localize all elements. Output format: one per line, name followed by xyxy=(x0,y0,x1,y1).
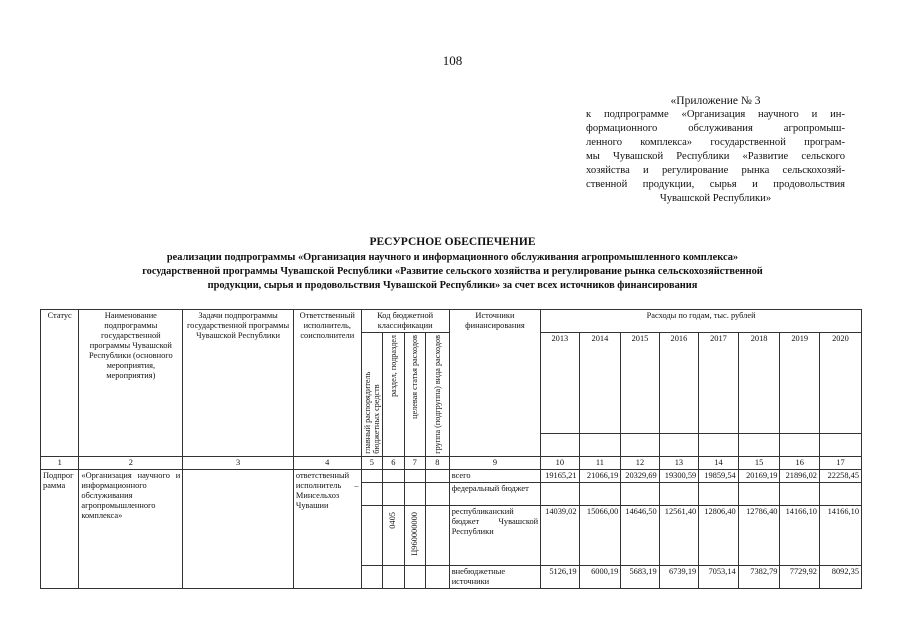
code-section-cell xyxy=(383,505,404,565)
column-number: 7 xyxy=(404,456,425,469)
column-number: 4 xyxy=(293,456,361,469)
value-cell xyxy=(621,482,659,505)
value-cell: 14166,10 xyxy=(819,505,861,565)
column-number: 11 xyxy=(579,456,621,469)
column-number: 2 xyxy=(79,456,183,469)
header-code-section: раздел, подраздел xyxy=(388,335,398,397)
value-cell xyxy=(579,482,621,505)
value-cell: 21896,02 xyxy=(780,469,820,482)
document-title: РЕСУРСНОЕ ОБЕСПЕЧЕНИЕ xyxy=(369,236,536,248)
row-responsible: ответственный исполнитель – Минсельхоз Чувашии xyxy=(293,469,361,588)
value-cell xyxy=(699,482,739,505)
header-code-sub xyxy=(404,333,425,457)
code-target-cell xyxy=(404,505,425,565)
column-number: 10 xyxy=(541,456,579,469)
header-row xyxy=(41,310,862,333)
value-cell: 15066,00 xyxy=(579,505,621,565)
header-year: 2020 xyxy=(819,333,861,434)
column-number: 17 xyxy=(819,456,861,469)
appendix-title: «Приложение № 3 xyxy=(670,95,761,107)
value-cell: 19300,59 xyxy=(659,469,699,482)
value-cell: 12806,40 xyxy=(699,505,739,565)
subtitle-line: государственной программы Чувашской Республики «Развитие сельского хозяйства и регулирование рынка сельскохозяйственной xyxy=(142,265,763,277)
value-cell xyxy=(738,482,780,505)
code-target: Ц960000000 xyxy=(409,511,419,556)
header-year: 2019 xyxy=(780,333,820,434)
value-cell xyxy=(541,482,579,505)
resource-table xyxy=(40,309,862,589)
header-year: 2018 xyxy=(738,333,780,434)
value-cell: 6739,19 xyxy=(659,565,699,588)
column-number: 13 xyxy=(659,456,699,469)
header-responsible: Ответственный исполнитель, соисполнители xyxy=(293,310,361,457)
column-number: 6 xyxy=(383,456,404,469)
header-status: Статус xyxy=(41,310,79,457)
column-number: 14 xyxy=(699,456,739,469)
appendix-line: ленного комплекса» государственной програм- xyxy=(586,137,845,148)
appendix-line: Чувашской Республики» xyxy=(659,193,772,204)
value-cell: 5683,19 xyxy=(621,565,659,588)
value-cell: 5126,19 xyxy=(541,565,579,588)
source-label: внебюджетные источники xyxy=(449,565,540,588)
header-year: 2013 xyxy=(541,333,579,434)
column-number: 16 xyxy=(780,456,820,469)
value-cell: 22258,45 xyxy=(819,469,861,482)
value-cell xyxy=(780,482,820,505)
value-cell: 12786,40 xyxy=(738,505,780,565)
value-cell: 14646,50 xyxy=(621,505,659,565)
header-code-chief: главный распорядитель бюджетных средств xyxy=(362,371,381,454)
value-cell: 12561,40 xyxy=(659,505,699,565)
appendix-line: формационного обслуживания агропромыш- xyxy=(586,123,845,134)
subtitle-line: продукции, сырья и продовольствия Чувашской Республики» за счет всех источников финансирования xyxy=(207,279,698,291)
source-label: республиканский бюджет Чувашской Республики xyxy=(449,505,540,565)
value-cell xyxy=(659,482,699,505)
column-number: 8 xyxy=(425,456,449,469)
appendix-line: к подпрограмме «Организация научного и ин- xyxy=(586,109,845,120)
row-status: Подпрограмма xyxy=(41,469,79,588)
column-number: 9 xyxy=(449,456,540,469)
value-cell: 14166,10 xyxy=(780,505,820,565)
header-code-sub xyxy=(425,333,449,457)
header-name: Наименование подпрограммы государственной программы Чувашской Республики (основного мероприятия, мероприятия) xyxy=(79,310,183,457)
source-label: федеральный бюджет xyxy=(449,482,540,505)
document-subtitle xyxy=(20,251,885,292)
value-cell: 8092,35 xyxy=(819,565,861,588)
value-cell: 19859,54 xyxy=(699,469,739,482)
appendix-line: мы Чувашской Республики «Развитие сельского xyxy=(586,151,845,162)
appendix-line: хозяйства и регулирование рынка сельскохозяй- xyxy=(586,165,845,176)
column-number: 1 xyxy=(41,456,79,469)
header-expenses: Расходы по годам, тыс. рублей xyxy=(541,310,862,333)
row-name: «Организация научного и информационного обслуживания агропромышленного комплекса» xyxy=(79,469,183,588)
header-code-sub xyxy=(383,333,404,457)
value-cell: 20169,19 xyxy=(738,469,780,482)
column-number: 3 xyxy=(183,456,294,469)
appendix-line: ственной продукции, сырья и продовольствия xyxy=(586,179,845,190)
value-cell: 7729,92 xyxy=(780,565,820,588)
value-cell: 19165,21 xyxy=(541,469,579,482)
header-year: 2016 xyxy=(659,333,699,434)
appendix-note xyxy=(586,94,845,206)
value-cell: 7382,79 xyxy=(738,565,780,588)
row-tasks xyxy=(183,469,294,588)
header-year: 2017 xyxy=(699,333,739,434)
header-code-target: целевая статья расходов xyxy=(410,335,420,419)
header-sources: Источники финансирования xyxy=(449,310,540,457)
table-row xyxy=(41,469,862,482)
value-cell: 6000,19 xyxy=(579,565,621,588)
header-year: 2014 xyxy=(579,333,621,434)
value-cell: 7053,14 xyxy=(699,565,739,588)
column-number-row xyxy=(41,456,862,469)
value-cell: 20329,69 xyxy=(621,469,659,482)
code-section: 0405 xyxy=(388,511,398,529)
value-cell: 14039,02 xyxy=(541,505,579,565)
header-code-group: группа (подгруппа) вида расходов xyxy=(432,335,442,454)
column-number: 5 xyxy=(361,456,382,469)
header-year: 2015 xyxy=(621,333,659,434)
source-label: всего xyxy=(449,469,540,482)
header-tasks: Задачи подпрограммы государственной программы Чувашской Республики xyxy=(183,310,294,457)
value-cell: 21066,19 xyxy=(579,469,621,482)
header-budget-code: Код бюджетной классификации xyxy=(361,310,449,333)
column-number: 15 xyxy=(738,456,780,469)
column-number: 12 xyxy=(621,456,659,469)
subtitle-line: реализации подпрограммы «Организация научного и информационного обслуживания агропромышленного комплекса» xyxy=(166,252,739,263)
value-cell xyxy=(819,482,861,505)
page-number: 108 xyxy=(442,53,463,68)
header-code-sub xyxy=(361,333,382,457)
